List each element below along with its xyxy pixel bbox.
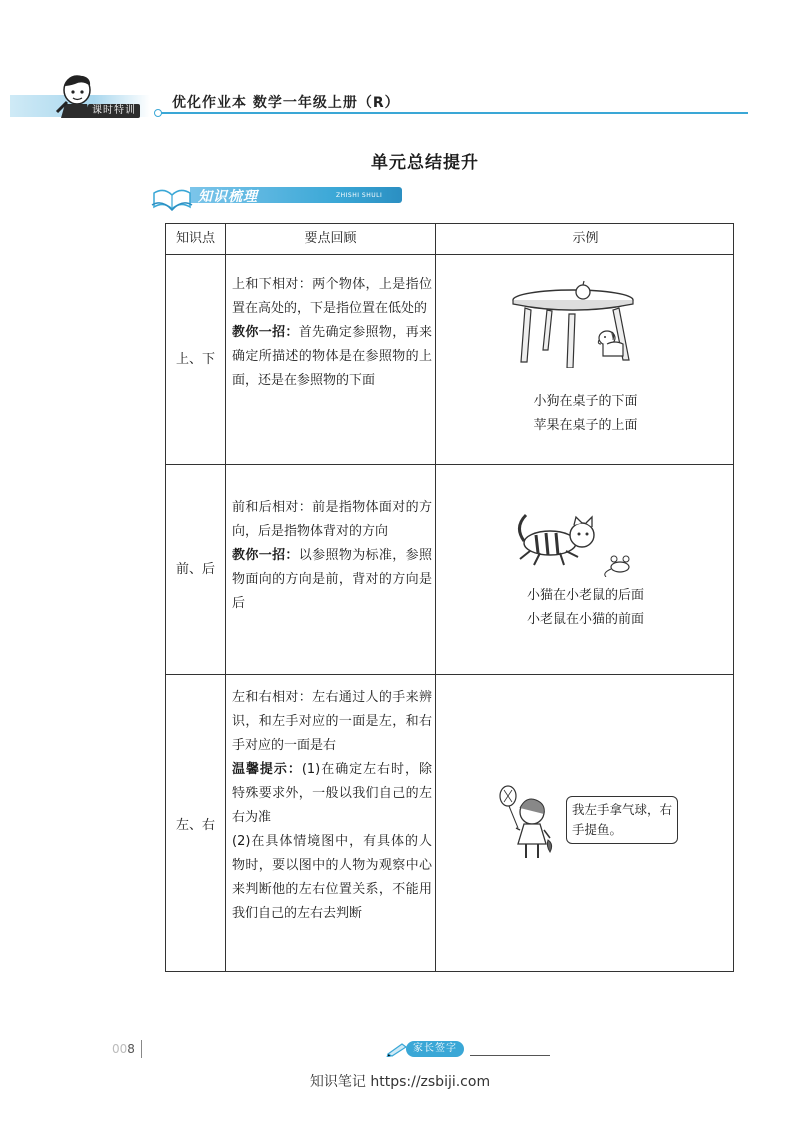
table-header-example: 示例 <box>572 231 599 246</box>
table-row-topic: 左、右 <box>175 818 215 833</box>
table-row-divider <box>166 254 733 255</box>
example-caption: 小老鼠在小猫的前面 <box>526 612 644 627</box>
tip-text: 首先确定参照物，再来确定所描述的物体是在参照物的上面，还是在参照物的下面 <box>232 325 432 388</box>
parent-sign <box>386 1041 466 1057</box>
point-tip <box>232 321 432 393</box>
header-title: 优化作业本 数学一年级上册（R） <box>172 95 400 111</box>
tip-label: 教你一招： <box>232 548 299 563</box>
point-definition: 左和右相对：左右通过人的手来辨识，和左手对应的一面是左，和右手对应的一面是右 <box>232 690 432 753</box>
tip-label: 教你一招： <box>232 325 299 340</box>
page-number: 008 <box>112 1042 135 1056</box>
table-row-divider <box>166 464 733 465</box>
point-definition: 上和下相对：两个物体，上是指位置在高处的，下是指位置在低处的 <box>232 277 432 316</box>
point-definition: 前和后相对：前是指物体面对的方向，后是指物体背对的方向 <box>232 500 432 539</box>
table-header-points: 要点回顾 <box>304 231 357 246</box>
table-row-points <box>232 273 432 393</box>
example-caption: 小猫在小老鼠的后面 <box>526 588 644 603</box>
apple-icon <box>576 285 590 299</box>
table-row-divider <box>166 674 733 675</box>
header-rule <box>158 112 748 114</box>
section-banner <box>150 185 410 211</box>
tip-text: (1)在确定左右时，除特殊要求外，一般以我们自己的左右为准 <box>232 762 432 825</box>
point-tip <box>232 758 432 830</box>
watermark: 知识笔记 https://zsbiji.com <box>309 1074 491 1090</box>
tip-label: 温馨提示： <box>232 762 302 777</box>
section-title: 知识梳理 <box>198 189 258 205</box>
girl-balloon-fish-illustration <box>496 782 566 862</box>
fish-icon <box>547 840 551 852</box>
tip-text: 以参照物为标准，参照物面向的方向是前，背对的方向是后 <box>232 548 432 611</box>
table-row-topic: 前、后 <box>175 562 215 577</box>
speech-bubble: 我左手拿气球，右手提鱼。 <box>566 796 678 844</box>
table-under-apple-illustration <box>511 280 651 368</box>
table-col-divider <box>225 224 226 971</box>
parent-sign-label: 家长签字 <box>406 1041 464 1057</box>
section-subtitle: ZHISHI SHULI <box>336 192 383 199</box>
parent-sign-line[interactable] <box>470 1055 550 1056</box>
pencil-icon <box>386 1041 408 1057</box>
cat-chasing-mouse-illustration <box>516 507 636 577</box>
header-rule-dot <box>154 109 162 117</box>
open-book-icon <box>150 183 194 211</box>
point-tip-2: (2)在具体情境图中，有具体的人物时，要以图中的人物为观察中心来判断他的左右位置关系，不能用我们自己的左右去判断 <box>232 834 432 921</box>
header-badge: 课时特训 <box>88 104 140 118</box>
table-row-topic: 上、下 <box>175 352 215 367</box>
example-caption: 苹果在桌子的上面 <box>533 418 638 433</box>
point-tip <box>232 544 432 616</box>
table-row-points <box>232 686 432 926</box>
table-row-points <box>232 496 432 616</box>
knowledge-table <box>165 223 734 972</box>
page-title: 单元总结提升 <box>371 153 479 173</box>
mouse-icon <box>611 562 629 572</box>
page-number-divider <box>141 1040 142 1058</box>
table-header-topic: 知识点 <box>175 231 215 246</box>
example-caption: 小狗在桌子的下面 <box>533 394 638 409</box>
